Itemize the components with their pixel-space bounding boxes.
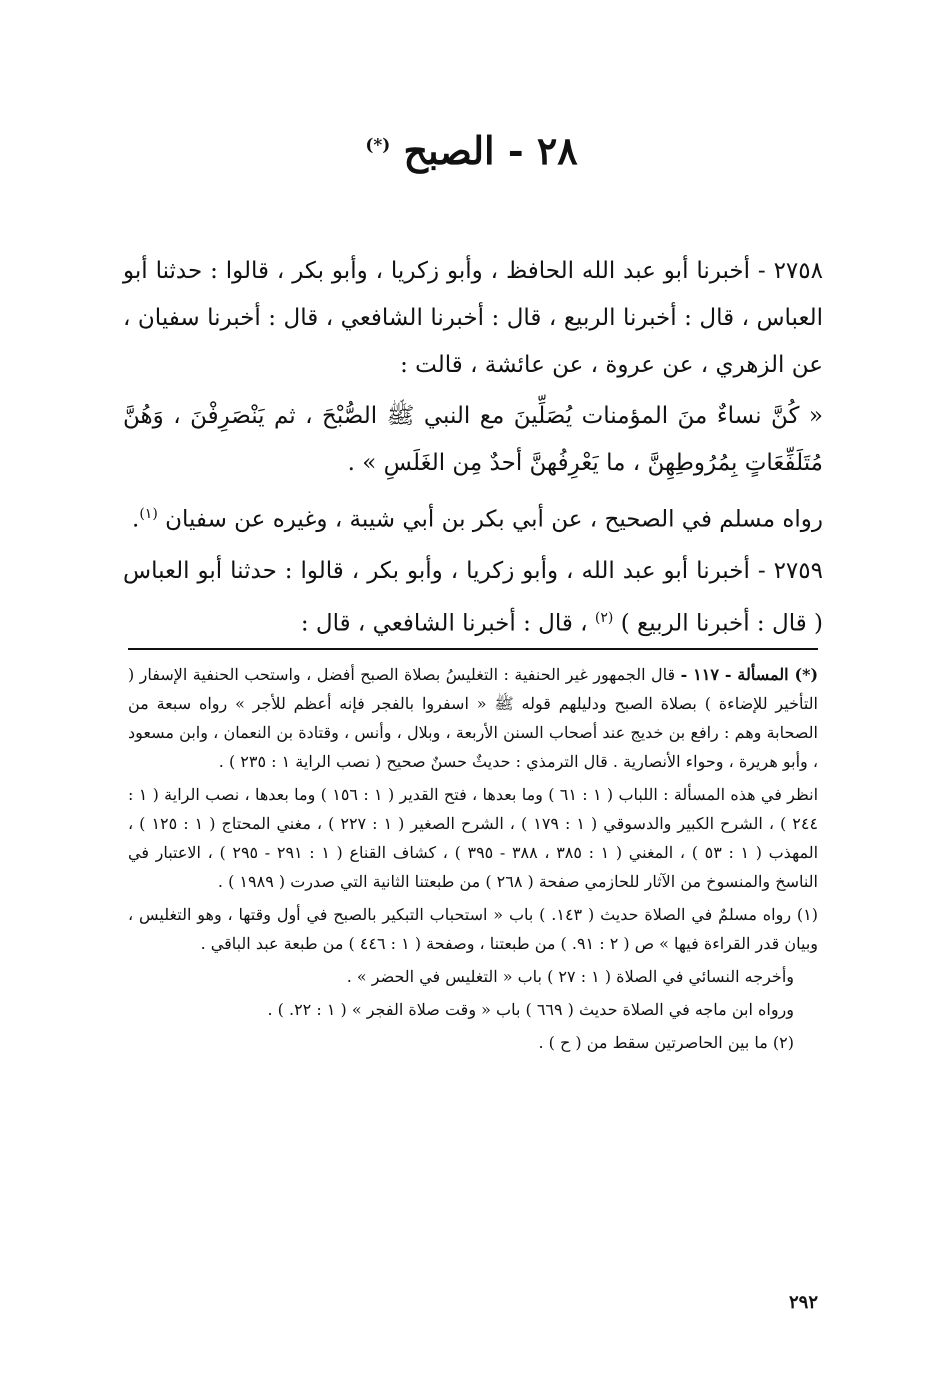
chapter-title-text: ٢٨ - الصبح (403, 128, 578, 173)
footnote-2: (٢) ما بين الحاصرتين سقط من ( ح ) . (538, 1033, 794, 1052)
chapter-title (0, 128, 943, 173)
hadith-2759-isnad (123, 548, 823, 648)
footnote-ref-1[interactable]: (١) (139, 506, 158, 522)
footnote-1-ibn-majah: ورواه ابن ماجه في الصلاة حديث ( ٦٦٩ ) باب « وقت صلاة الفجر » ( ١ : ٢٢. ) . (267, 1000, 794, 1019)
footnote-divider (128, 648, 818, 650)
chapter-title-marker: (*) (365, 135, 391, 156)
footnotes (128, 660, 818, 1061)
riwaya-text: رواه مسلم في الصحيح ، عن أبي بكر بن أبي شيبة ، وغيره عن سفيان (165, 506, 823, 533)
footnote-masala (128, 660, 818, 776)
footnote-1: (١) رواه مسلمٌ في الصلاة حديث ( ١٤٣. ) باب « استحباب التبكير بالصبح في أول وقتها ، وهو التغليس ، وبيان قدر القراءة فيها » ص ( ٢ : ٩١. ) من طبعتنا ، وصفحة ( ١ : ٤٤٦ ) من طبعة عبد الباقي . (128, 905, 819, 953)
hadith-2758-riwaya (123, 491, 823, 544)
masala-label: (*) المسألة - ١١٧ - (680, 665, 819, 684)
hadith-2758-isnad: ٢٧٥٨ - أخبرنا أبو عبد الله الحافظ ، وأبو زكريا ، وأبو بكر ، قالوا : حدثنا أبو العباس ، قال : أخبرنا الربيع ، قال : أخبرنا الشافعي ، قال : أخبرنا سفيان ، عن الزهري ، عن عروة ، عن عائشة ، قالت : (123, 258, 823, 378)
hadith-2758-matn: « كُنَّ نساءٌ منَ المؤمنات يُصَلِّينَ مع النبي ﷺ الصُّبْحَ ، ثم يَنْصَرِفْنَ ، وَهُنَّ مُتَلَفِّعَاتٍ بِمُرُوطِهِنَّ ، ما يَعْرِفُهنَّ أحدٌ مِن الغَلَسِ » . (123, 403, 823, 476)
footnote-ref-2[interactable]: (٢) (594, 609, 614, 626)
masala-text: قال الجمهور غير الحنفية : التغليسُ بصلاة الصبح أفضل ، واستحب الحنفية الإسفار ( التأخير للإضاءة ) بصلاة الصبح ودليلهم قوله ﷺ « اسفروا بالفجر فإنه أعظم للأجر » رواه سبعة من الصحابة وهم : رافع بن خديج عند أصحاب السنن الأربعة ، وبلال ، وأنس ، وقتادة بن النعمان ، وابن مسعود ، وأبو هريرة ، وحواء الأنصارية . قال الترمذي : حديثٌ حسنٌ صحيح ( نصب الراية ١ : ٢٣٥ ) . (128, 665, 818, 771)
footnote-1-nasai: وأخرجه النسائي في الصلاة ( ١ : ٢٧ ) باب « التغليس في الحضر » . (346, 967, 794, 986)
main-text (123, 248, 823, 651)
hadith-2759-part1: ٢٧٥٩ - أخبرنا أبو عبد الله ، وأبو زكريا ، وأبو بكر ، قالوا : حدثنا أبو العباس ( قال : أخبرنا الربيع ) (123, 557, 823, 637)
riwaya-end: . (132, 506, 140, 533)
hadith-2759-part2: ، قال : أخبرنا الشافعي ، قال : (300, 610, 588, 637)
page-number: ٢٩٢ (788, 1292, 818, 1313)
footnote-references: انظر في هذه المسألة : اللباب ( ١ : ٦١ ) وما بعدها ، فتح القدير ( ١ : ١٥٦ ) وما بعدها ، نصب الراية ( ١ : ٢٤٤ ) ، الشرح الكبير والدسوقي ( ١ : ١٧٩ ) ، الشرح الصغير ( ١ : ٢٢٧ ) ، مغني المحتاج ( ١ : ١٢٥ ) ، المهذب ( ١ : ٥٣ ) ، المغني ( ١ : ٣٨٥ ، ٣٨٨ - ٣٩٥ ) ، كشاف القناع ( ١ : ٢٩١ - ٢٩٥ ) ، الاعتبار في الناسخ والمنسوخ من الآثار للحازمي صفحة ( ٢٦٨ ) من طبعتنا الثانية التي صدرت ( ١٩٨٩ ) . (128, 785, 819, 891)
